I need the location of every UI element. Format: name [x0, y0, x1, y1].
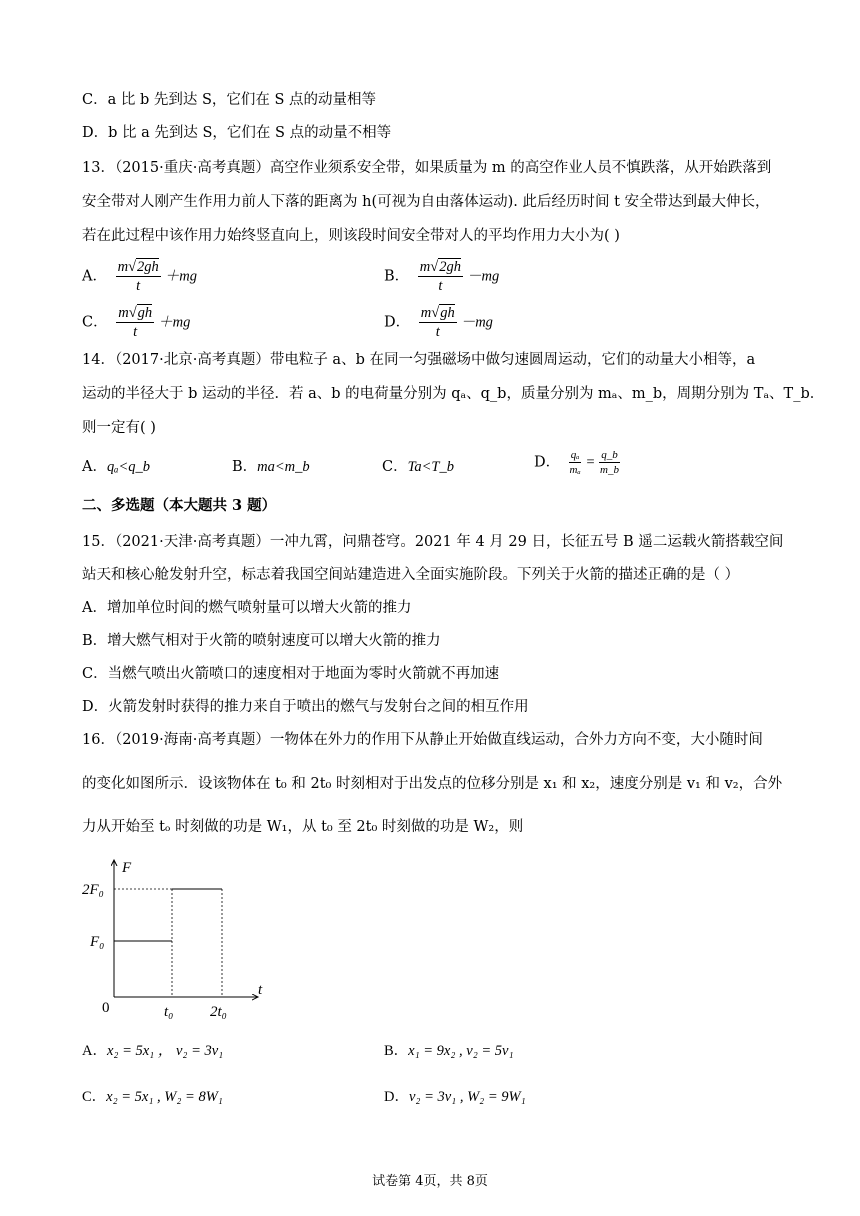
graph-ytick-2f0: 2F₀ [82, 882, 104, 898]
page-footer: 试卷第 4页，共 8页 [372, 1174, 488, 1189]
q13-option-c-fraction: $\frac{m√gh}{t}$ [118, 305, 153, 340]
q13-option-c: C． $\frac{m√gh}{t}$ ＋mg [82, 305, 191, 340]
q16-option-a: A．x₂ = 5x₁ ， v₂ = 3v₁ [82, 1043, 224, 1059]
q14-stem-line2: 运动的半径大于 b 运动的半径．若 a、b 的电荷量分别为 qₐ、q_b，质量分别为 mₐ、m_b，周期分别为 Tₐ、T_b． [82, 386, 825, 402]
q16-option-b: B．x₁ = 9x₂ , v₂ = 5v₁ [384, 1043, 514, 1059]
q15-option-a: A．增加单位时间的燃气喷射量可以增大火箭的推力 [82, 600, 412, 616]
q13-option-d-fraction: $\frac{m√gh}{t}$ [420, 305, 455, 340]
q14-stem-line1: 14．（2017·北京·高考真题）带电粒子 a、b 在同一匀强磁场中做匀速圆周运动，它们的动量大小相等，a [82, 352, 756, 368]
graph-xtick-t0: t₀ [164, 1004, 174, 1020]
q13-stem-line3: 若在此过程中该作用力始终竖直向上，则该段时间安全带对人的平均作用力大小为( ) [82, 228, 620, 244]
q16-stem-line3: 力从开始至 tₒ 时刻做的功是 W₁，从 t₀ 至 2t₀ 时刻做的功是 W₂，则 [82, 819, 524, 835]
q15-option-c: C．当燃气喷出火箭喷口的速度相对于地面为零时火箭就不再加速 [82, 666, 500, 682]
q13-option-a-fraction: $\frac{m√2gh}{t}$ [117, 259, 159, 294]
q14-stem-line3: 则一定有( ) [82, 420, 156, 436]
q16-stem-line1: 16．（2019·海南·高考真题）一物体在外力的作用下从静止开始做直线运动，合外力方向不变，大小随时间 [82, 732, 763, 748]
q13-option-b: B． $\frac{m√2gh}{t}$ －mg [384, 259, 500, 294]
graph-origin-label: 0 [102, 1000, 110, 1016]
q16-option-c: C．x₂ = 5x₁ , W₂ = 8W₁ [82, 1089, 223, 1105]
q14-option-b: B．ma<m_b [232, 459, 310, 475]
q16-option-d: D．v₂ = 3v₁ , W₂ = 9W₁ [384, 1089, 526, 1105]
q15-stem-line1: 15．（2021·天津·高考真题）一冲九霄，问鼎苍穹。2021 年 4 月 29 日，长征五号 B 遥二运载火箭搭载空间 [82, 534, 784, 550]
force-time-graph [80, 852, 280, 1022]
q14-option-c: C．Ta<T_b [382, 459, 454, 475]
q15-option-d: D．火箭发射时获得的推力来自于喷出的燃气与发射台之间的相互作用 [82, 699, 529, 715]
q13-stem-line1: 13．（2015·重庆·高考真题）高空作业须系安全带，如果质量为 m 的高空作业人员不慎跌落，从开始跌落到 [82, 160, 772, 176]
q13-option-b-fraction: $\frac{m√2gh}{t}$ [419, 259, 461, 294]
graph-x-label: t [258, 982, 263, 998]
q14-option-d: D． $\frac{\text{qₐ}}{\text{mₐ}}$ = $\frac{q\_b}{m\_b}$ [534, 449, 619, 476]
q15-option-b: B．增大燃气相对于火箭的喷射速度可以增大火箭的推力 [82, 633, 441, 649]
q13-stem-line2: 安全带对人刚产生作用力前人下落的距离为 h(可视为自由落体运动). 此后经历时间 t 安全带达到最大伸长， [82, 194, 770, 210]
q12-option-c: C．a 比 b 先到达 S，它们在 S 点的动量相等 [82, 92, 377, 108]
graph-xtick-2t0: 2t₀ [210, 1004, 227, 1020]
q13-option-d: D． $\frac{m√gh}{t}$ －mg [384, 305, 493, 340]
q16-stem-line2: 的变化如图所示．设该物体在 t₀ 和 2t₀ 时刻相对于出发点的位移分别是 x₁ 和 x₂，速度分别是 v₁ 和 v₂，合外 [82, 776, 783, 792]
graph-y-label: F [122, 860, 132, 876]
q15-stem-line2: 站天和核心舱发射升空，标志着我国空间站建造进入全面实施阶段。下列关于火箭的描述正确的是（ ） [82, 567, 740, 583]
q13-option-a: A． $\frac{m√2gh}{t}$ ＋mg [82, 259, 198, 294]
graph-ytick-f0: F₀ [90, 934, 105, 950]
section-title-multi-choice: 二、多选题（本大题共 3 题） [82, 497, 277, 514]
q12-option-d: D．b 比 a 先到达 S，它们在 S 点的动量不相等 [82, 125, 392, 141]
q14-option-a: A．qₐ<q_b [82, 459, 151, 475]
